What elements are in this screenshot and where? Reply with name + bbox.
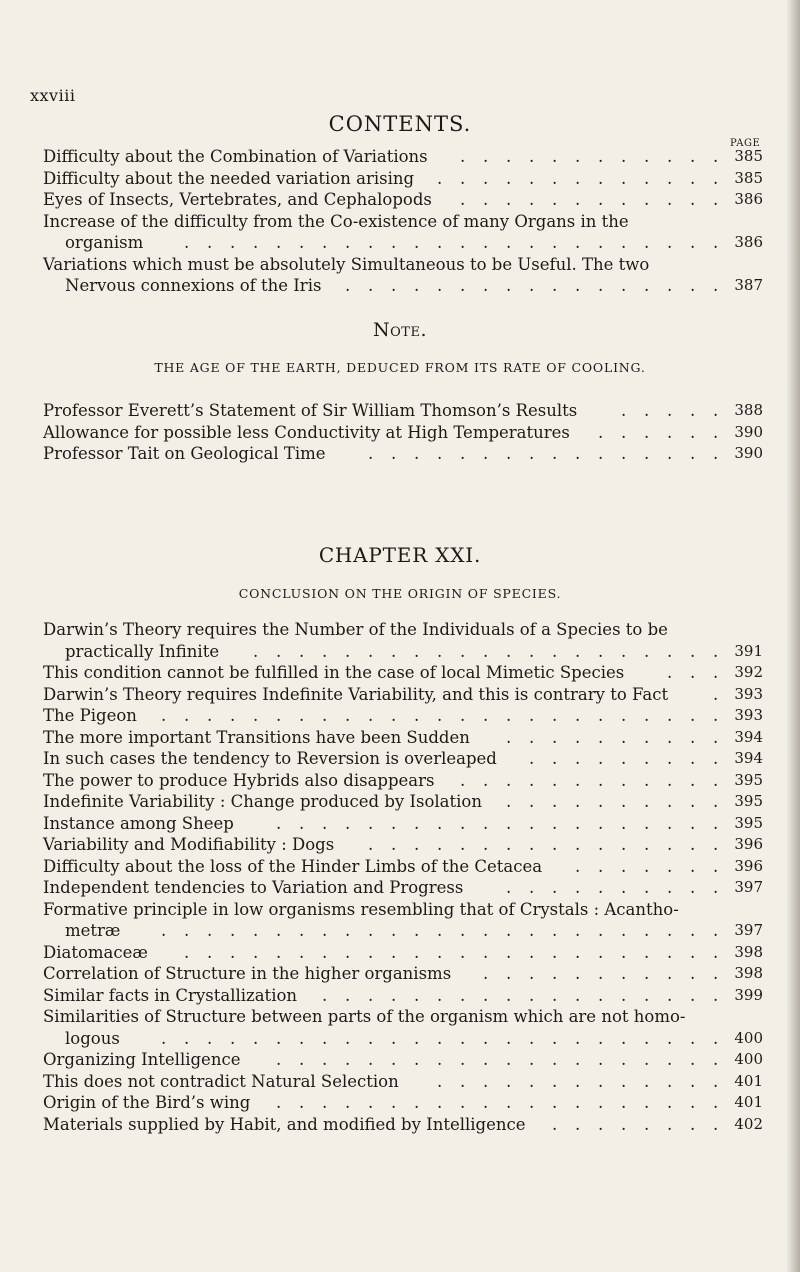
note-heading: Note. [373, 319, 427, 341]
toc-entry-page-number: 385 [734, 168, 763, 187]
page-column-label: PAGE [730, 138, 761, 149]
toc-entry-title: The Pigeon [43, 706, 137, 725]
toc-entry-page-number: 400 [734, 1050, 763, 1068]
toc-entry-page-number: 395 [734, 813, 763, 832]
toc-entry-line: practically Infinite 391 . . . . . . . . . . . . . . . . . . . . . [65, 641, 763, 661]
toc-entry-page-number: 395 [734, 792, 763, 810]
toc-entry-page-number: 394 [734, 727, 763, 746]
toc-entry-line: Indefinite Variability : Change produced by Isolation 395 . . . . . . . . . . [43, 792, 763, 811]
toc-entry-title: Organizing Intelligence [43, 1050, 241, 1069]
toc-entry-title: Darwin’s Theory requires Indefinite Variability, and this is contrary to Fact [43, 684, 669, 704]
running-head: CONTENTS. [328, 112, 472, 136]
toc-entry-page-number: 393 [734, 684, 763, 703]
toc-entry-line: The power to produce Hybrids also disappears 395 . . . . . . . . . . . . [43, 770, 763, 790]
toc-entry-line [43, 619, 763, 641]
toc-entry-line: Allowance for possible less Conductivity at High Temperatures 390 . . . . . . [43, 422, 763, 442]
toc-entry-page-number: 396 [734, 835, 763, 853]
toc-entry-line: Professor Tait on Geological Time 390 . . . . . . . . . . . . . . . . [43, 444, 763, 463]
toc-entry-line: Correlation of Structure in the higher organisms 398 . . . . . . . . . . . [43, 964, 763, 983]
folio-roman-numeral: xxviii [30, 86, 76, 105]
toc-entry-title: Origin of the Bird’s wing [43, 1093, 251, 1112]
toc-entry-title: Instance among Sheep [43, 813, 234, 833]
toc-entry-title: Allowance for possible less Conductivity at High Temperatures [43, 422, 570, 442]
toc-entry-line [43, 899, 763, 921]
toc-group-note [43, 400, 763, 465]
toc-entry-line: The Pigeon 393 . . . . . . . . . . . . . . . . . . . . . . . . . [43, 706, 763, 725]
toc-entry-page-number: 392 [734, 663, 763, 681]
toc-entry-line: Difficulty about the needed variation arising 385 . . . . . . . . . . . . . [43, 168, 763, 188]
toc-entry-line: organism 386 . . . . . . . . . . . . . . . . . . . . . . . . [65, 233, 763, 252]
chapter-heading: CHAPTER XXI. [318, 543, 482, 567]
toc-entry-title: Independent tendencies to Variation and Progress [43, 878, 464, 897]
toc-entry-page-number: 386 [734, 190, 763, 208]
toc-entry-page-number: 397 [734, 921, 763, 939]
toc-entry-line: Nervous connexions of the Iris 387 . . . . . . . . . . . . . . . . . [65, 276, 763, 295]
toc-entry-title: Diatomaceæ [43, 942, 148, 962]
toc-entry-title: This condition cannot be fulfilled in the case of local Mimetic Species [43, 663, 625, 682]
toc-entry-page-number: 393 [734, 706, 763, 724]
toc-entry-page-number: 401 [734, 1093, 763, 1111]
toc-entry-page-number: 398 [734, 942, 763, 961]
toc-group-opening [43, 146, 763, 297]
toc-entry-title: Difficulty about the Combination of Variations [43, 147, 428, 166]
toc-entry-page-number: 397 [734, 878, 763, 896]
toc-entry-line: The more important Transitions have been Sudden 394 . . . . . . . . . . [43, 727, 763, 747]
toc-entry-title: Similarities of Structure between parts of the organism which are not homo- [43, 1007, 686, 1026]
toc-entry-line: Instance among Sheep 395 . . . . . . . . . . . . . . . . . . . . [43, 813, 763, 833]
toc-entry-title: Professor Tait on Geological Time [43, 444, 326, 463]
toc-entry-page-number: 394 [734, 749, 763, 767]
toc-entry-title: Similar facts in Crystallization [43, 985, 298, 1005]
toc-entry-title: This does not contradict Natural Selection [43, 1071, 399, 1091]
toc-entry-page-number: 391 [734, 641, 763, 660]
toc-entry-line: Organizing Intelligence 400 . . . . . . . . . . . . . . . . . . . . [43, 1050, 763, 1069]
toc-entry-title: The more important Transitions have been Sudden [43, 727, 470, 747]
toc-entry-line: This condition cannot be fulfilled in the case of local Mimetic Species 392 . . . [43, 663, 763, 682]
toc-entry-line: Variability and Modifiability : Dogs 396 . . . . . . . . . . . . . . . . [43, 835, 763, 854]
toc-entry-title: Darwin’s Theory requires the Number of the Individuals of a Species to be [43, 620, 668, 639]
toc-entry-title: Nervous connexions of the Iris [65, 276, 322, 295]
toc-entry-title: Increase of the difficulty from the Co-existence of many Organs in the [43, 211, 629, 231]
toc-entry-title: Correlation of Structure in the higher organisms [43, 964, 452, 983]
toc-entry-title: Eyes of Insects, Vertebrates, and Cephalopods [43, 190, 432, 209]
toc-entry-title: organism [65, 233, 144, 252]
toc-entry-line: Origin of the Bird’s wing 401 . . . . . . . . . . . . . . . . . . . . [43, 1093, 763, 1112]
toc-entry-line: Diatomaceæ 398 . . . . . . . . . . . . . . . . . . . . . . . . [43, 942, 763, 962]
toc-entry-line: Difficulty about the Combination of Variations 385 . . . . . . . . . . . . [43, 147, 763, 166]
toc-entry-line: This does not contradict Natural Selection 401 . . . . . . . . . . . . . [43, 1071, 763, 1091]
toc-entry-title: Difficulty about the needed variation arising [43, 168, 415, 188]
toc-entry-line: In such cases the tendency to Reversion is overleaped 394 . . . . . . . . . [43, 749, 763, 768]
toc-entry-page-number: 386 [734, 233, 763, 251]
toc-entry-page-number: 388 [734, 401, 763, 419]
toc-entry-title: logous [65, 1028, 120, 1048]
toc-entry-line [43, 1006, 763, 1028]
toc-entry-line: Darwin’s Theory requires Indefinite Variability, and this is contrary to Fact 393 . [43, 684, 763, 704]
toc-entry-title: Formative principle in low organisms resembling that of Crystals : Acantho- [43, 899, 679, 919]
toc-entry-title: Variations which must be absolutely Simultaneous to be Useful. The two [43, 254, 650, 274]
toc-group-chapter-xxi [43, 619, 763, 1135]
toc-entry-line: Professor Everett’s Statement of Sir William Thomson’s Results 388 . . . . . [43, 401, 763, 420]
toc-entry-page-number: 402 [734, 1114, 763, 1133]
toc-entry-title: Professor Everett’s Statement of Sir William Thomson’s Results [43, 401, 578, 420]
toc-entry-line: Similar facts in Crystallization 399 . . . . . . . . . . . . . . . . . . [43, 985, 763, 1005]
toc-entry-page-number: 400 [734, 1028, 763, 1047]
toc-entry-page-number: 399 [734, 985, 763, 1004]
toc-entry-line: Materials supplied by Habit, and modified by Intelligence 402 . . . . . . . . [43, 1114, 763, 1134]
toc-entry-title: In such cases the tendency to Reversion is overleaped [43, 749, 497, 768]
chapter-subheading: CONCLUSION ON THE ORIGIN OF SPECIES. [238, 586, 562, 601]
toc-entry-page-number: 385 [734, 147, 763, 165]
toc-entry-page-number: 396 [734, 856, 763, 875]
toc-entry-page-number: 398 [734, 964, 763, 982]
toc-entry-page-number: 395 [734, 770, 763, 789]
toc-entry-title: Materials supplied by Habit, and modified by Intelligence [43, 1114, 526, 1134]
toc-entry-line: Difficulty about the loss of the Hinder Limbs of the Cetacea 396 . . . . . . . [43, 856, 763, 876]
toc-entry-page-number: 387 [734, 276, 763, 294]
note-subheading: THE AGE OF THE EARTH, DEDUCED FROM ITS RATE OF COOLING. [154, 360, 646, 375]
toc-entry-line: logous 400 . . . . . . . . . . . . . . . . . . . . . . . . . [65, 1028, 763, 1048]
toc-entry-title: Indefinite Variability : Change produced by Isolation [43, 792, 482, 811]
toc-entry-line: Independent tendencies to Variation and Progress 397 . . . . . . . . . . [43, 878, 763, 897]
toc-entry-title: Difficulty about the loss of the Hinder Limbs of the Cetacea [43, 856, 543, 876]
toc-entry-line: metræ 397 . . . . . . . . . . . . . . . . . . . . . . . . . [65, 921, 763, 940]
toc-entry-title: practically Infinite [65, 641, 220, 661]
toc-entry-page-number: 390 [734, 422, 763, 441]
toc-entry-title: The power to produce Hybrids also disappears [43, 770, 435, 790]
toc-entry-page-number: 401 [734, 1071, 763, 1090]
page-edge-shadow [786, 0, 800, 1272]
toc-entry-line: Eyes of Insects, Vertebrates, and Cephalopods 386 . . . . . . . . . . . . [43, 190, 763, 209]
toc-entry-line [43, 211, 763, 233]
toc-entry-title: metræ [65, 921, 121, 940]
toc-entry-page-number: 390 [734, 444, 763, 462]
toc-entry-title: Variability and Modifiability : Dogs [43, 835, 335, 854]
toc-entry-line [43, 254, 763, 276]
